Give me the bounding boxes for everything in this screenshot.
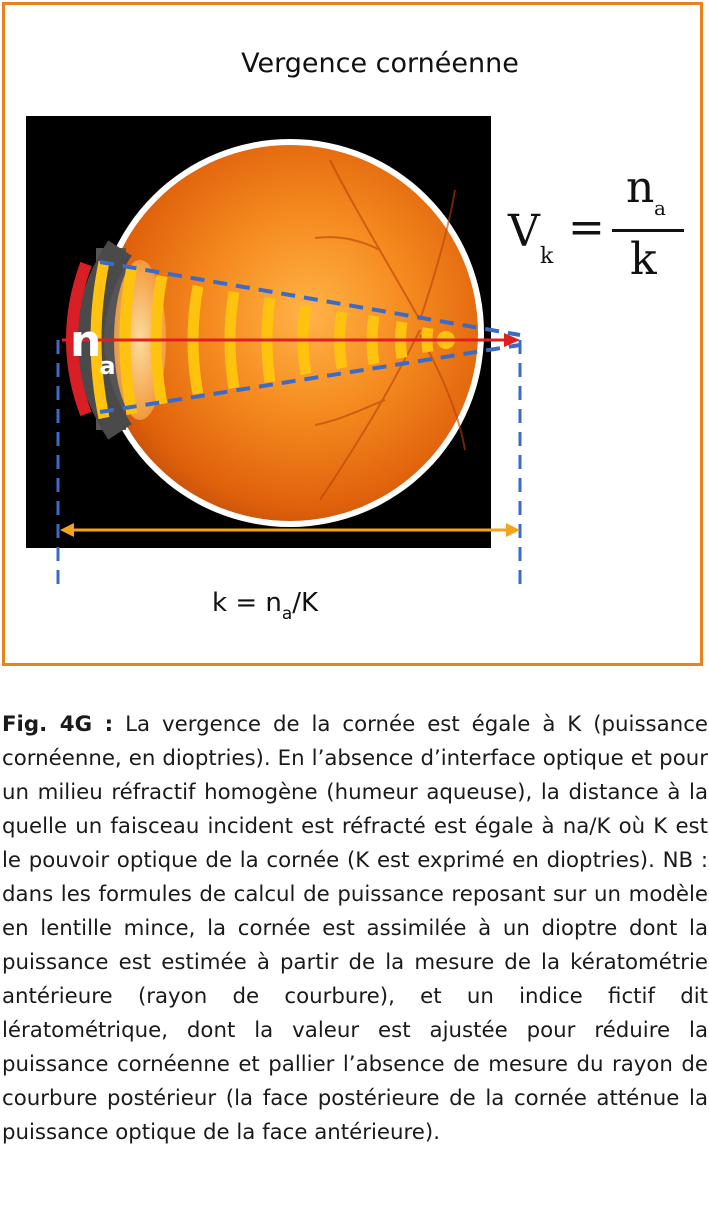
figure-caption [2, 708, 708, 1150]
caption-lead: Fig. 4G : [2, 712, 114, 737]
formula-numerator-sub: a [654, 196, 666, 220]
distance-label-sub: a [281, 604, 293, 624]
formula-numerator: n [626, 162, 655, 213]
formula-denominator: k [630, 234, 657, 285]
distance-arrow-right-head [506, 523, 520, 537]
index-label [70, 316, 118, 380]
caption-text: La vergence de la cornée est égale à K (puissance cornéenne, en dioptries). En l’absence d’interface optique et pour un milieu réfractif homogène (humeur aqueuse), la distance à la quelle un faisceau incident est réfracté est égale à na/K où K est le pouvoir optique de la cornée (K est exprimé en dioptries). NB : dans les formules de calcul de puissance reposant sur un modèle en lentille mince, la cornée est assimilée à un dioptre dont la puissance est estimée à partir de la mesure de la kératométrie antérieure (rayon de courbure), et un indice fictif dit lératométrique, dont la valeur est ajustée pour réduire la puissance cornéenne et pallier l’absence de mesure du rayon de courbure postérieur (la face postérieure de la cornée atténue la puissance optique de la face antérieure). [2, 712, 709, 1145]
distance-label-rest: /K [292, 588, 319, 618]
formula-fraction-bar [612, 229, 684, 232]
formula-lhs: V [508, 206, 540, 257]
formula-equals: = [568, 202, 605, 253]
distance-label [212, 588, 319, 624]
index-label-sub: a [99, 352, 116, 380]
formula-lhs-sub: k [540, 244, 554, 269]
index-label-n: n [70, 316, 102, 367]
vergence-formula [508, 162, 698, 296]
figure-title: Vergence cornéenne [241, 48, 519, 79]
distance-label-main: k = n [212, 588, 282, 618]
